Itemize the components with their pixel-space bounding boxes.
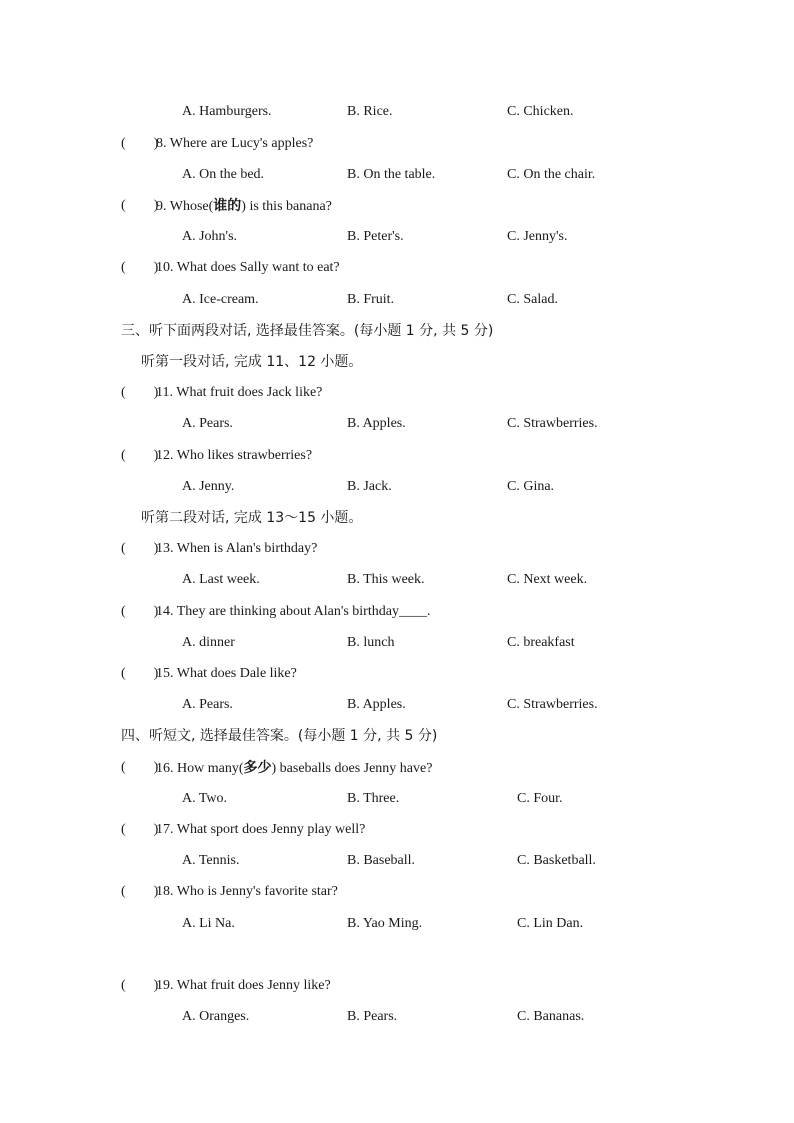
q10-option-c: C. Salad. <box>507 292 558 307</box>
section4-heading-line <box>0 725 794 747</box>
q18-option-a: A. Li Na. <box>182 916 235 931</box>
q18-option-c: C. Lin Dan. <box>517 916 584 931</box>
q16-options <box>0 788 794 810</box>
q8-answer-blank: ( ) <box>121 136 159 151</box>
q7-option-b: B. Rice. <box>347 104 393 119</box>
q16-stem-cn: 多少 <box>243 760 272 776</box>
q8-option-a: A. On the bed. <box>182 167 265 182</box>
q19-option-b: B. Pears. <box>347 1009 398 1024</box>
q12-question <box>0 445 794 467</box>
q17-option-c: C. Basketball. <box>517 853 596 868</box>
q15-answer-blank: ( ) <box>121 666 159 681</box>
dialog1-instruction-line <box>0 351 794 373</box>
q10-options <box>0 289 794 311</box>
q9-stem-post: ) is this banana? <box>241 199 332 214</box>
q9-answer-blank: ( ) <box>121 198 159 213</box>
q13-answer-blank: ( ) <box>121 541 159 556</box>
q19-option-a: A. Oranges. <box>182 1009 250 1024</box>
q16-answer-blank: ( ) <box>121 760 159 775</box>
q18-question <box>0 881 794 903</box>
q7-options <box>0 101 794 123</box>
q10-question <box>0 257 794 279</box>
q11-option-b: B. Apples. <box>347 416 406 431</box>
q9-stem-pre: 9. Whose( <box>156 199 214 214</box>
q16-stem <box>156 757 432 780</box>
q19-question <box>0 975 794 997</box>
q18-stem: 18. Who is Jenny's favorite star? <box>156 884 338 899</box>
q15-stem: 15. What does Dale like? <box>156 666 297 681</box>
q10-option-a: A. Ice-cream. <box>182 292 259 307</box>
q7-option-c: C. Chicken. <box>507 104 574 119</box>
dialog2-instruction-line <box>0 507 794 529</box>
q12-stem: 12. Who likes strawberries? <box>156 448 313 463</box>
q12-option-a: A. Jenny. <box>182 479 235 494</box>
q8-option-b: B. On the table. <box>347 167 436 182</box>
dialog1-instruction: 听第一段对话, 完成 11、12 小题。 <box>141 354 363 370</box>
q13-option-c: C. Next week. <box>507 572 588 587</box>
q12-option-b: B. Jack. <box>347 479 392 494</box>
q14-question <box>0 601 794 623</box>
q12-option-c: C. Gina. <box>507 479 555 494</box>
q11-stem: 11. What fruit does Jack like? <box>156 385 323 400</box>
q13-option-a: A. Last week. <box>182 572 260 587</box>
q7-option-a: A. Hamburgers. <box>182 104 272 119</box>
q14-options <box>0 632 794 654</box>
section3-heading-line <box>0 320 794 342</box>
q17-options <box>0 850 794 872</box>
q16-option-b: B. Three. <box>347 791 400 806</box>
q16-option-c: C. Four. <box>517 791 563 806</box>
dialog2-instruction: 听第二段对话, 完成 13～15 小题。 <box>141 510 363 526</box>
q11-option-c: C. Strawberries. <box>507 416 598 431</box>
q12-answer-blank: ( ) <box>121 448 159 463</box>
q10-option-b: B. Fruit. <box>347 292 395 307</box>
q11-options <box>0 413 794 435</box>
q14-option-a: A. dinner <box>182 635 235 650</box>
q18-options <box>0 913 794 935</box>
q9-option-c: C. Jenny's. <box>507 229 568 244</box>
q9-option-a: A. John's. <box>182 229 238 244</box>
q14-option-c: C. breakfast <box>507 635 575 650</box>
section3-heading: 三、听下面两段对话, 选择最佳答案。(每小题 1 分, 共 5 分) <box>121 323 494 339</box>
q19-answer-blank: ( ) <box>121 978 159 993</box>
q8-options <box>0 164 794 186</box>
q17-option-a: A. Tennis. <box>182 853 240 868</box>
q16-stem-pre: 16. How many( <box>156 761 244 776</box>
q17-stem: 17. What sport does Jenny play well? <box>156 822 366 837</box>
q14-answer-blank: ( ) <box>121 604 159 619</box>
q11-answer-blank: ( ) <box>121 385 159 400</box>
q15-question <box>0 663 794 685</box>
q16-question <box>0 757 794 779</box>
q19-options <box>0 1006 794 1028</box>
q14-option-b: B. lunch <box>347 635 395 650</box>
q9-options <box>0 226 794 248</box>
q8-option-c: C. On the chair. <box>507 167 596 182</box>
q9-question <box>0 195 794 217</box>
q12-options <box>0 476 794 498</box>
q11-option-a: A. Pears. <box>182 416 233 431</box>
q18-option-b: B. Yao Ming. <box>347 916 423 931</box>
q9-stem <box>156 195 332 218</box>
q19-option-c: C. Bananas. <box>517 1009 585 1024</box>
q8-stem: 8. Where are Lucy's apples? <box>156 136 314 151</box>
q16-stem-post: ) baseballs does Jenny have? <box>271 761 433 776</box>
q8-question <box>0 133 794 155</box>
q11-question <box>0 382 794 404</box>
q15-option-a: A. Pears. <box>182 697 233 712</box>
q17-question <box>0 819 794 841</box>
q18-answer-blank: ( ) <box>121 884 159 899</box>
q9-option-b: B. Peter's. <box>347 229 404 244</box>
q14-stem: 14. They are thinking about Alan's birthday____. <box>156 604 431 619</box>
q13-stem: 13. When is Alan's birthday? <box>156 541 318 556</box>
q15-option-b: B. Apples. <box>347 697 406 712</box>
q15-options <box>0 694 794 716</box>
q15-option-c: C. Strawberries. <box>507 697 598 712</box>
q13-option-b: B. This week. <box>347 572 425 587</box>
q13-options <box>0 569 794 591</box>
q17-option-b: B. Baseball. <box>347 853 416 868</box>
q16-option-a: A. Two. <box>182 791 228 806</box>
q13-question <box>0 538 794 560</box>
section4-heading: 四、听短文, 选择最佳答案。(每小题 1 分, 共 5 分) <box>121 728 438 744</box>
q19-stem: 19. What fruit does Jenny like? <box>156 978 331 993</box>
q17-answer-blank: ( ) <box>121 822 159 837</box>
q9-stem-cn: 谁的 <box>213 198 242 214</box>
q10-stem: 10. What does Sally want to eat? <box>156 260 340 275</box>
q10-answer-blank: ( ) <box>121 260 159 275</box>
